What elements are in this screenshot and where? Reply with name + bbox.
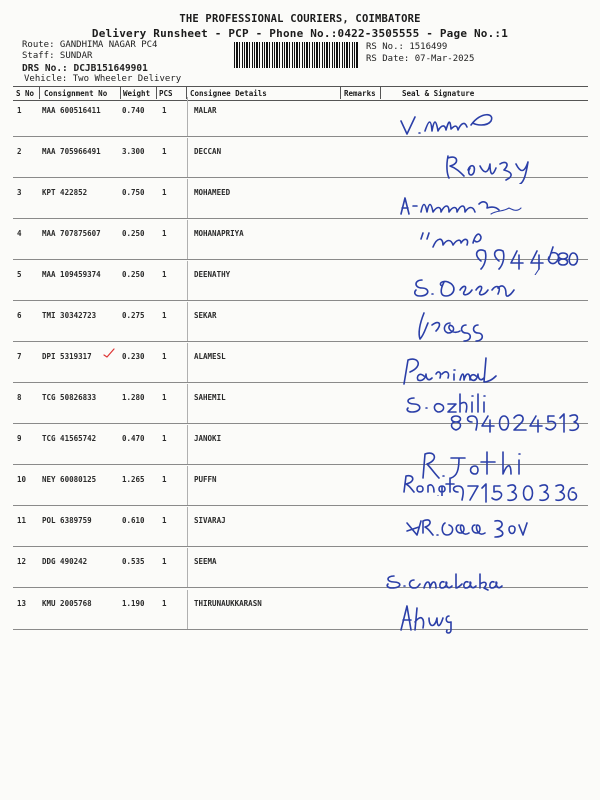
row-consignment: TMI 30342723 <box>42 311 97 320</box>
row-sno: 8 <box>17 393 22 402</box>
row-divider <box>187 548 188 588</box>
route-label: Route: GANDHIMA NAGAR PC4 <box>22 40 158 50</box>
row-divider <box>187 384 188 424</box>
row-consignment: TCG 50826833 <box>42 393 97 402</box>
row-divider <box>187 466 188 506</box>
row-weight: 0.250 <box>122 229 145 238</box>
signature-3 <box>395 192 525 222</box>
row-sno: 5 <box>17 270 22 279</box>
row-weight: 0.230 <box>122 352 145 361</box>
row-weight: 0.740 <box>122 106 145 115</box>
row-pcs: 1 <box>162 393 167 402</box>
row-divider <box>187 97 188 137</box>
row-consignment: NEY 60080125 <box>42 475 97 484</box>
signature-7 <box>398 352 498 388</box>
row-consignee: SEEMA <box>194 557 217 566</box>
row-pcs: 1 <box>162 188 167 197</box>
row-consignment: DDG 490242 <box>42 557 88 566</box>
row-weight: 0.275 <box>122 311 145 320</box>
col-seal-signature: Seal & Signature <box>402 89 475 98</box>
row-consignment: MAA 707875607 <box>42 229 101 238</box>
row-divider <box>187 261 188 301</box>
row-consignee: DEENATHY <box>194 270 231 279</box>
row-divider <box>187 343 188 383</box>
row-divider <box>187 302 188 342</box>
row-pcs: 1 <box>162 106 167 115</box>
staff-label: Staff: SUNDAR <box>22 51 93 61</box>
row-pcs: 1 <box>162 352 167 361</box>
row-weight: 1.265 <box>122 475 145 484</box>
col-weight: Weight <box>123 89 151 98</box>
row-consignment: TCG 41565742 <box>42 434 97 443</box>
row-divider <box>187 590 188 630</box>
row-rule <box>13 546 588 547</box>
row-pcs: 1 <box>162 270 167 279</box>
company-title: THE PROFESSIONAL COURIERS, COIMBATORE <box>179 13 421 25</box>
row-sno: 10 <box>17 475 27 484</box>
table-row <box>13 343 588 383</box>
row-consignee: ALAMESL <box>194 352 226 361</box>
row-pcs: 1 <box>162 229 167 238</box>
signature-8-phone <box>448 408 588 438</box>
row-divider <box>187 138 188 178</box>
row-consignee: MALAR <box>194 106 217 115</box>
row-consignee: PUFFN <box>194 475 217 484</box>
col-pcs: PCS <box>159 89 173 98</box>
row-sno: 2 <box>17 147 22 156</box>
vehicle-label: Vehicle: Two Wheeler Delivery <box>24 74 182 84</box>
row-pcs: 1 <box>162 475 167 484</box>
row-consignment: KPT 422852 <box>42 188 88 197</box>
row-weight: 3.300 <box>122 147 145 156</box>
col-consignment: Consignment No <box>44 89 108 98</box>
row-rule <box>13 629 588 630</box>
row-weight: 0.470 <box>122 434 145 443</box>
signature-13 <box>393 600 463 636</box>
row-sno: 6 <box>17 311 22 320</box>
row-consignment: MAA 705966491 <box>42 147 101 156</box>
row-consignee: SEKAR <box>194 311 217 320</box>
row-rule <box>13 382 588 383</box>
row-divider <box>187 220 188 260</box>
rs-date: RS Date: 07-Mar-2025 <box>366 54 475 64</box>
row-consignee: THIRUNAUKKARASN <box>194 599 262 608</box>
row-pcs: 1 <box>162 516 167 525</box>
table-top-rule <box>13 86 588 87</box>
row-weight: 1.280 <box>122 393 145 402</box>
row-pcs: 1 <box>162 434 167 443</box>
row-consignment: MAA 600516411 <box>42 106 101 115</box>
row-consignee: MOHANAPRIYA <box>194 229 244 238</box>
row-divider <box>187 507 188 547</box>
rs-number: RS No.: 1516499 <box>366 42 448 52</box>
row-consignee: JANOKI <box>194 434 222 443</box>
drs-number: DRS No.: DCJB151649901 <box>22 63 148 74</box>
row-pcs: 1 <box>162 311 167 320</box>
signature-5 <box>410 270 530 304</box>
row-sno: 13 <box>17 599 27 608</box>
signature-10-phone <box>448 478 578 508</box>
signature-2 <box>440 150 540 184</box>
row-sno: 12 <box>17 557 27 566</box>
row-divider <box>187 425 188 465</box>
row-sno: 4 <box>17 229 22 238</box>
row-pcs: 1 <box>162 557 167 566</box>
row-pcs: 1 <box>162 599 167 608</box>
row-weight: 0.250 <box>122 270 145 279</box>
row-sno: 1 <box>17 106 22 115</box>
row-consignment: KMU 2005768 <box>42 599 92 608</box>
runsheet-title: Delivery Runsheet - PCP - Phone No.:0422-3505555 - Page No.:1 <box>91 27 509 40</box>
row-pcs: 1 <box>162 147 167 156</box>
col-consignee: Consignee Details <box>190 89 267 98</box>
col-remarks: Remarks <box>344 89 376 98</box>
row-rule <box>13 341 588 342</box>
signature-6 <box>410 305 500 345</box>
signature-4 <box>415 225 585 275</box>
table-row <box>13 302 588 342</box>
row-sno: 7 <box>17 352 22 361</box>
table-row <box>13 590 588 630</box>
row-weight: 0.610 <box>122 516 145 525</box>
row-consignment: POL 6389759 <box>42 516 92 525</box>
row-weight: 0.750 <box>122 188 145 197</box>
row-consignee: SIVARAJ <box>194 516 226 525</box>
row-consignee: SAHEMIL <box>194 393 226 402</box>
check-mark-icon <box>102 347 116 359</box>
row-consignment: MAA 109459374 <box>42 270 101 279</box>
row-consignee: MOHAMEED <box>194 188 231 197</box>
col-sno: S No <box>16 89 35 98</box>
row-sno: 3 <box>17 188 22 197</box>
signature-1 <box>395 107 505 141</box>
signature-11 <box>403 513 528 541</box>
row-consignee: DECCAN <box>194 147 222 156</box>
row-sno: 11 <box>17 516 27 525</box>
row-weight: 1.190 <box>122 599 145 608</box>
row-divider <box>187 179 188 219</box>
row-sno: 9 <box>17 434 22 443</box>
signature-12 <box>382 570 507 594</box>
barcode <box>234 42 358 68</box>
row-weight: 0.535 <box>122 557 145 566</box>
row-consignment: DPI 5319317 <box>42 352 92 361</box>
